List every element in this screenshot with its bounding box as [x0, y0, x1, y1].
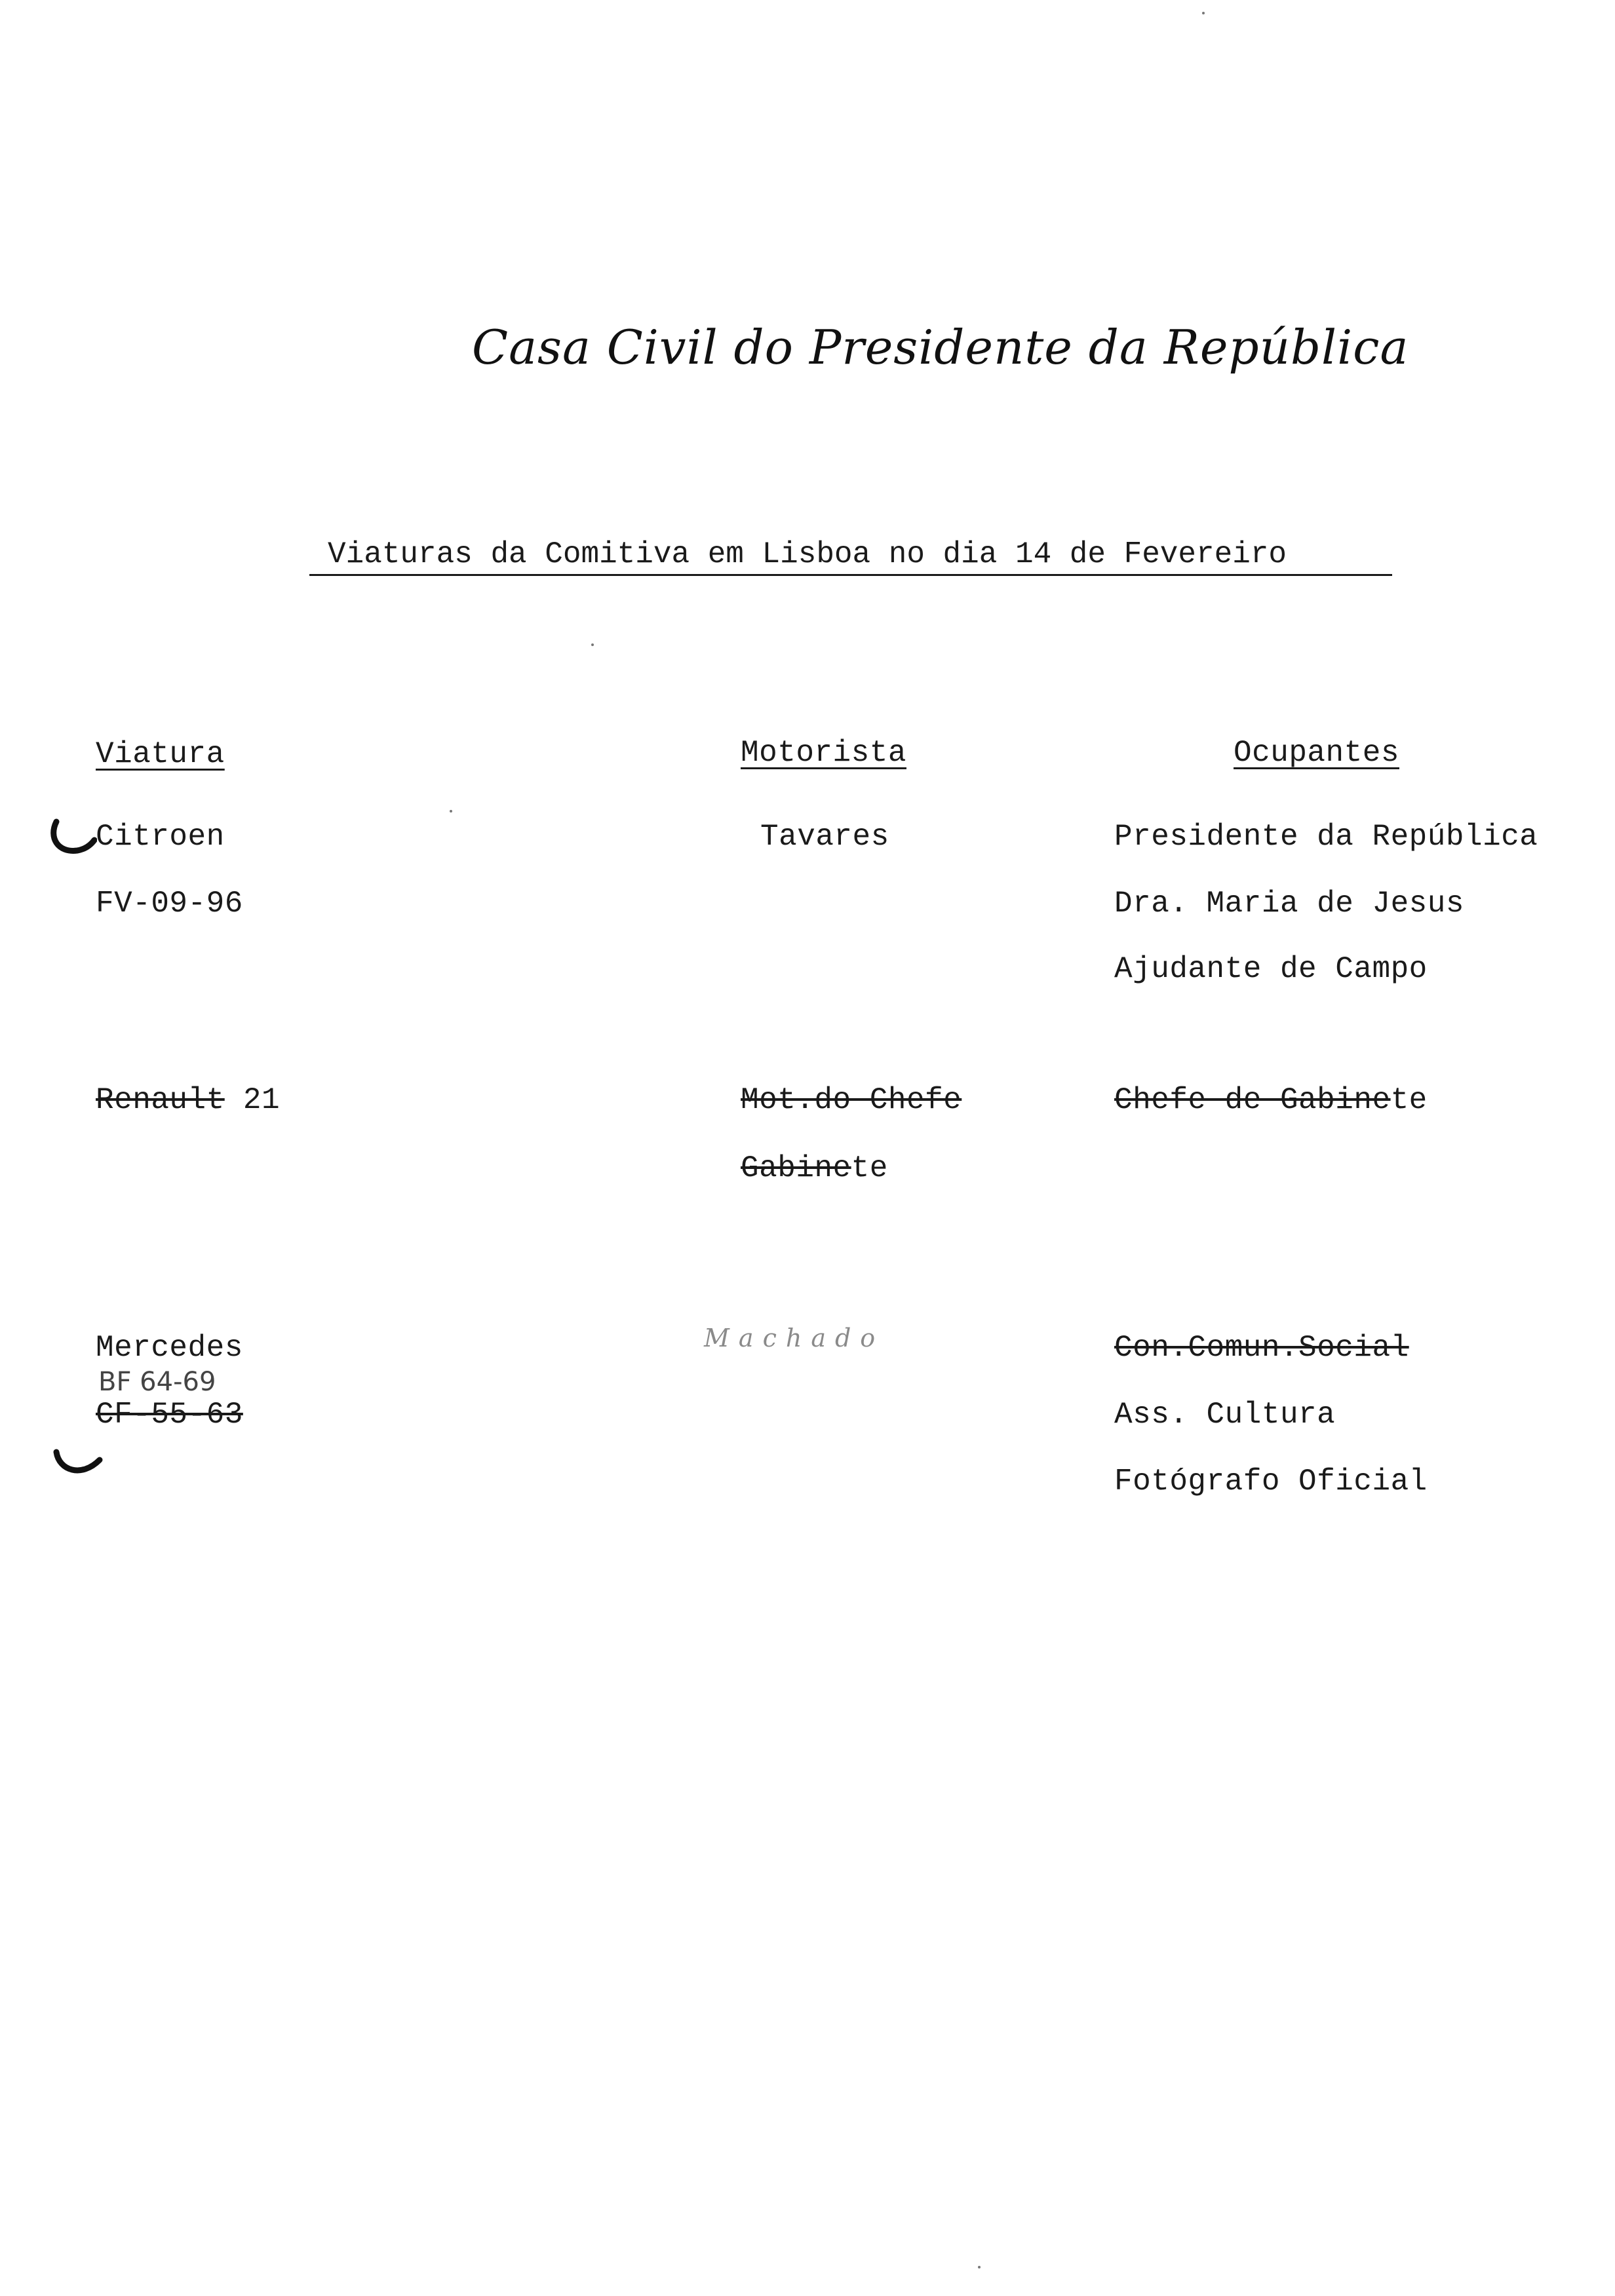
vehicle-mercedes: Mercedes [96, 1331, 243, 1365]
occupant-line: Dra. Maria de Jesus [1114, 887, 1464, 921]
struck-text: Chefe de Gabine [1114, 1083, 1391, 1117]
occupant-line: Presidente da República [1114, 820, 1538, 854]
occupant-line: Fotógrafo Oficial [1114, 1464, 1428, 1499]
handwritten-plate: BF 64-69 [98, 1367, 216, 1397]
vehicle-citroen: Citroen [96, 820, 225, 854]
occupant-line [1114, 1085, 1428, 1115]
struck-text: Mot.do Chefe [741, 1083, 962, 1117]
struck-text: Gabine [741, 1151, 851, 1185]
scan-speck [591, 643, 594, 646]
handwritten-check-mark [47, 818, 97, 860]
vehicle-renault [96, 1085, 280, 1115]
scan-speck [450, 810, 452, 813]
handwritten-check-mark [52, 1444, 105, 1481]
vehicle-model: 21 [243, 1083, 281, 1117]
driver-line [741, 1085, 962, 1115]
struck-text: Renault [96, 1083, 225, 1117]
text-fragment: te [1390, 1083, 1428, 1117]
letterhead: Casa Civil do Presidente da República [472, 320, 1409, 375]
header-vehicle: Viatura [96, 737, 225, 771]
text-fragment: te [851, 1151, 888, 1185]
scan-speck [978, 2266, 981, 2268]
document-title: Viaturas da Comitiva em Lisboa no dia 14 de Fevereiro [328, 537, 1287, 571]
header-occupants: Ocupantes [1234, 736, 1399, 770]
vehicle-plate [96, 1400, 243, 1430]
driver-line [741, 1153, 888, 1183]
occupant-line [1114, 1333, 1409, 1363]
scan-speck [1202, 12, 1205, 14]
handwritten-driver: Machado [704, 1324, 885, 1352]
title-underline [309, 574, 1392, 576]
occupant-line: Ajudante de Campo [1114, 952, 1428, 986]
struck-text: Con.Comun.Social [1114, 1331, 1409, 1365]
struck-text: CF-55-63 [96, 1398, 243, 1432]
vehicle-plate: FV-09-96 [96, 887, 243, 921]
header-driver: Motorista [741, 736, 906, 770]
driver-name: Tavares [760, 820, 889, 854]
occupant-line: Ass. Cultura [1114, 1398, 1336, 1432]
